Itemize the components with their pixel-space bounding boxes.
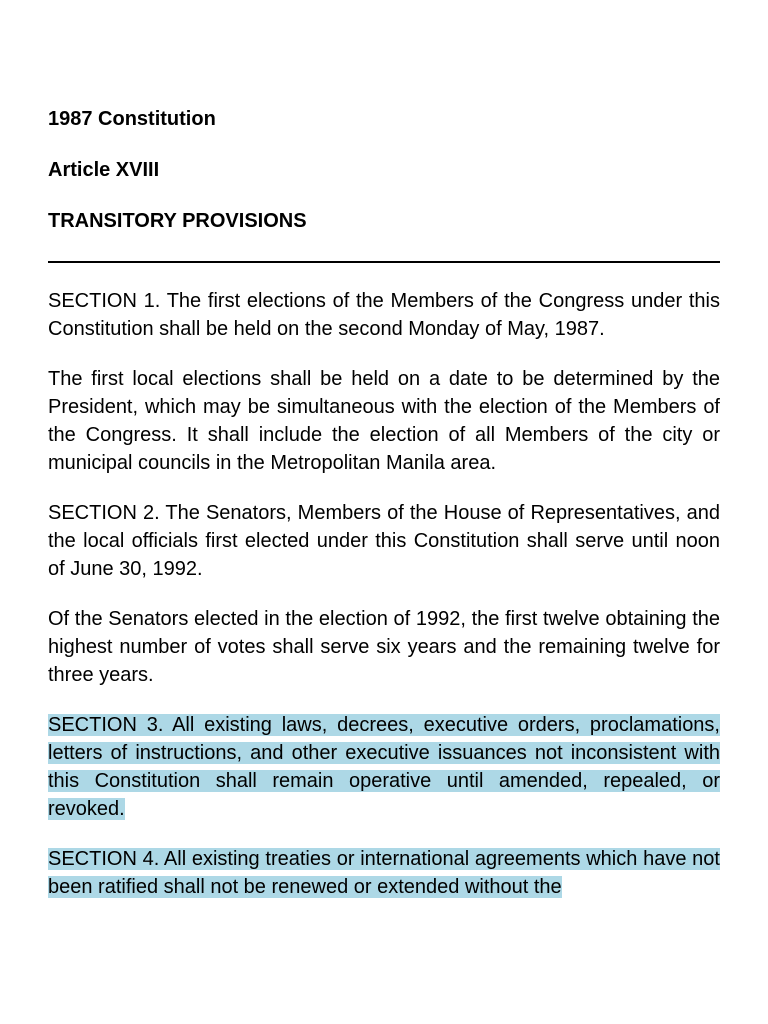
paragraph-senators-terms [48,605,720,689]
paragraph-section-1 [48,287,720,343]
heading-divider [48,261,720,263]
document-page [48,105,720,923]
article-heading: TRANSITORY PROVISIONS [48,210,307,232]
paragraph-section-4 [48,845,720,901]
article-number: Article XVIII [48,159,160,181]
paragraph-text: Of the Senators elected in the election of 1992, the first twelve obtaining the highest number of votes shall serve six years and the remaining twelve for three years. [48,608,720,686]
paragraph-text: The first local elections shall be held on a date to be determined by the President, which may be simultaneous with the election of the Members of the Congress. It shall include the election of all Members of the city or municipal councils in the Metropolitan Manila area. [48,368,720,474]
paragraph-section-2 [48,499,720,583]
paragraph-text: SECTION 2. The Senators, Members of the House of Representatives, and the local officials first elected under this Constitution shall serve until noon of June 30, 1992. [48,502,720,580]
highlighted-text: SECTION 4. All existing treaties or international agreements which have not been ratified shall not be renewed or extended without the [48,848,720,898]
document-title: 1987 Constitution [48,108,216,130]
paragraph-text: SECTION 1. The first elections of the Members of the Congress under this Constitution shall be held on the second Monday of May, 1987. [48,290,720,340]
paragraph-local-elections [48,365,720,477]
paragraph-section-3 [48,711,720,823]
highlighted-text: SECTION 3. All existing laws, decrees, executive orders, proclamations, letters of instructions, and other executive issuances not inconsistent with this Constitution shall remain operative until amended, repealed, or revoked. [48,714,720,820]
